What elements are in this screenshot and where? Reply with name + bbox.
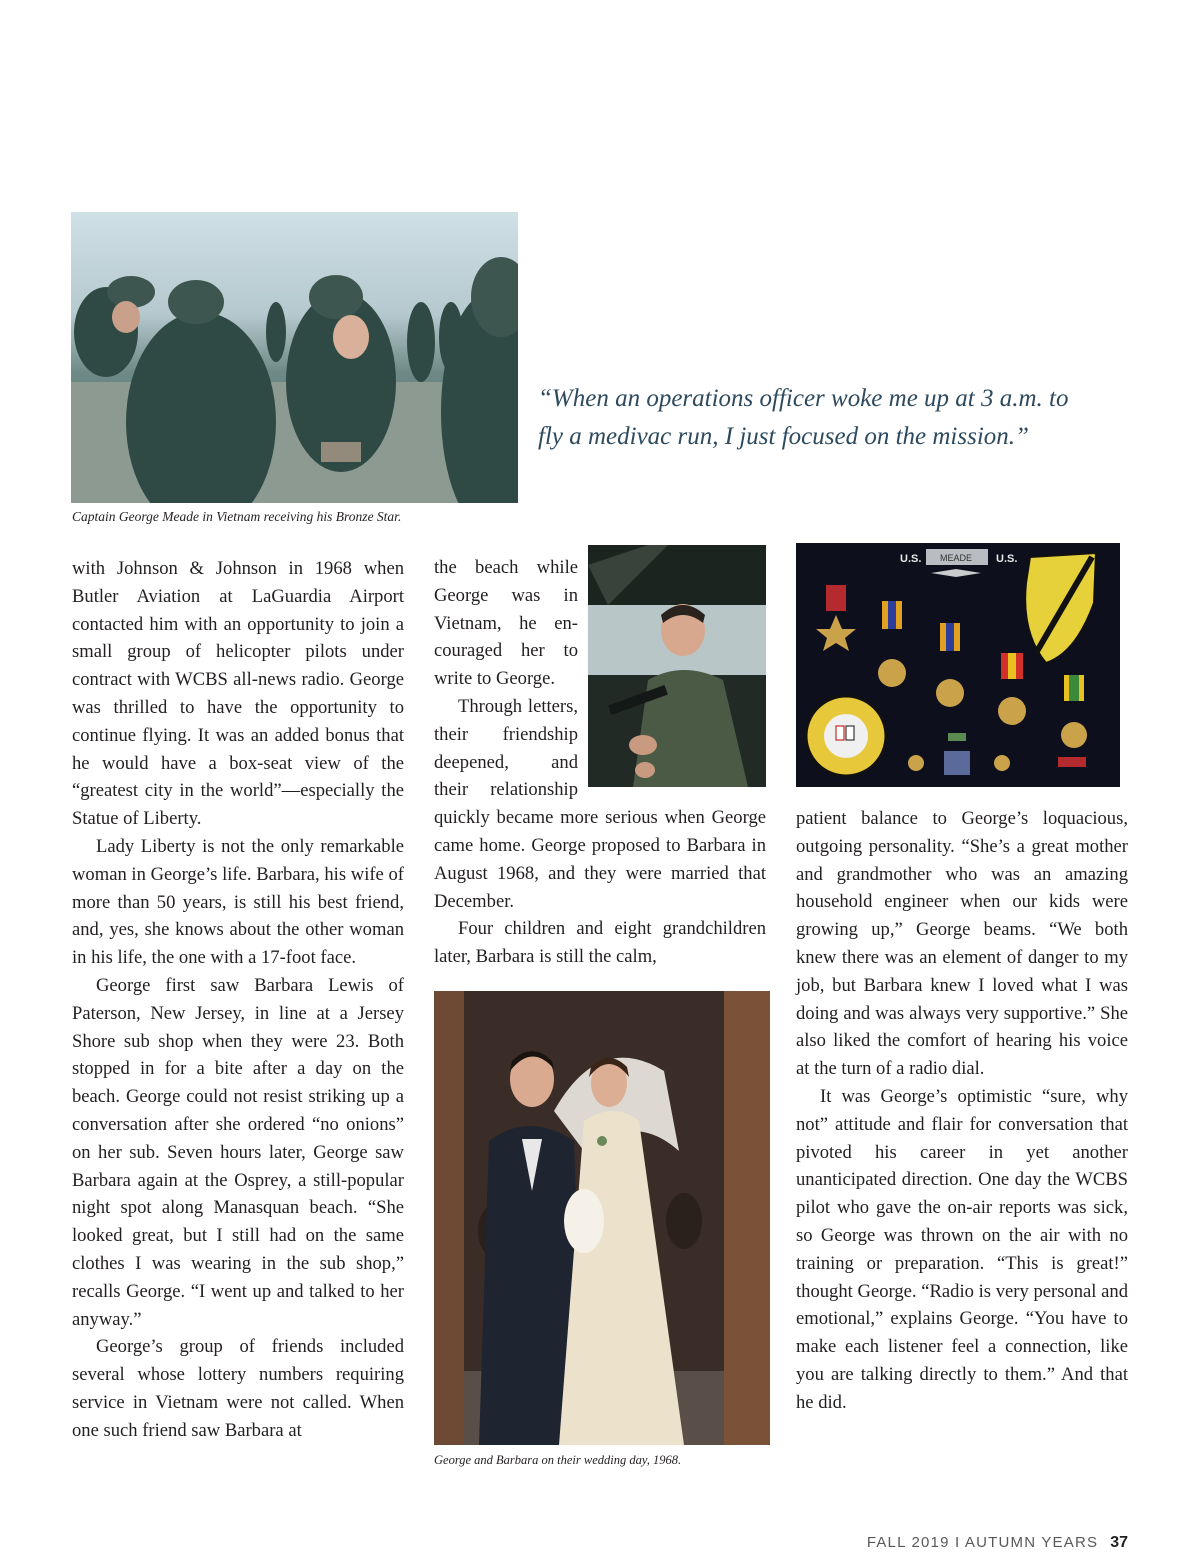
page-footer (867, 1534, 1128, 1552)
bronze-star-caption: Captain George Meade in Vietnam receiving his Bronze Star. (72, 509, 402, 524)
col2-paragraph-2a: Through letters, their friendship deepened, and their rela (434, 695, 578, 801)
col3-paragraph-2: It was George’s optimistic “sure, why not” attitude and flair for conversation that pivoted his career in yet another unanticipated direction. One day the WCBS pilot who gave the on-air reports was sick, so George was thrown on the air with no training or preparation. “This is great!” thought George. “Radio is very personal and emotional,” explains George. “You have to make each listener feel a connection, like you are talking directly to them.” And that he did. (796, 1085, 1128, 1413)
issue-label: FALL 2019 I AUTUMN YEARS (866, 1534, 1099, 1551)
col3-paragraph-1: patient balance to George’s loquacious, outgoing personality. “She’s a great mother and grandmother who was an amazing household engineer when our kids were growing up,” George beams. “We both knew there was an element of danger to my job, but Barbara knew I loved what I was doing and was always very supportive.” She also liked the comfort of hearing his voice at the turn of a radio dial. (796, 808, 1128, 1080)
medals-photo (796, 543, 1120, 787)
col1-paragraph-3: George first saw Barbara Lewis of Paterson, New Jersey, in line at a Jersey Shore sub shop when they were 23. Both stopped in for a bite after a day on the beach. George could not resist striking up a conversation after she ordered “no onions” on her sub. Seven hours later, George saw Barbara again at the Osprey, a still-popular night spot along Manasquan beach. “She looked great, but I still had on the same clothes I was wearing in the sub shop,” recalls George. “I went up and talked to her anyway.” (72, 974, 404, 1330)
helicopter-photo (588, 545, 766, 787)
col2-paragraph-1: the beach while George was in Vietnam, he encouraged her to write to George. (434, 557, 578, 690)
col1-paragraph-2: Lady Liberty is not the only remarkable woman in George’s life. Barbara, his wife of more than 50 years, is still his best friend, and, yes, she knows about the other woman in his life, the one with a 17-foot face. (72, 835, 404, 969)
col1-paragraph-1: with Johnson & Johnson in 1968 when Butler Aviation at LaGuardia Airport contacted him with an opportunity to join a small group of helicopter pilots under contract with WCBS all-news radio. George was thrilled to have the opportunity to continue flying. It was an added bonus that he would have a box-seat view of the “greatest city in the world”—especially the Statue of Liberty. (72, 558, 404, 830)
wedding-photo (434, 991, 770, 1445)
article-column-3 (796, 805, 1128, 1417)
col1-paragraph-4: George’s group of friends included several whose lottery numbers requiring service in Vietnam were not called. When one such friend saw Barbara at (72, 1336, 404, 1441)
page-number: 37 (1110, 1534, 1128, 1551)
col2-paragraph-3: Four children and eight grandchildren later, Barbara is still the calm, (434, 918, 766, 968)
bronze-star-photo (71, 212, 518, 503)
pull-quote: “When an operations officer woke me up at 3 a.m. to fly a medivac run, I just focused on the mission.” (538, 385, 1069, 450)
col2-paragraph-2b: tionship quickly became more serious when George came home. George proposed to Barbara in August 1968, and they were married that December. (434, 779, 766, 912)
wedding-caption: George and Barbara on their wedding day, 1968. (434, 1453, 682, 1467)
medals-plate-right: U.S. (996, 553, 1018, 565)
article-column-2 (434, 554, 766, 971)
medals-plate-name: MEADE (940, 553, 973, 563)
article-column-1 (72, 555, 404, 1445)
medals-plate-left: U.S. (900, 553, 922, 565)
